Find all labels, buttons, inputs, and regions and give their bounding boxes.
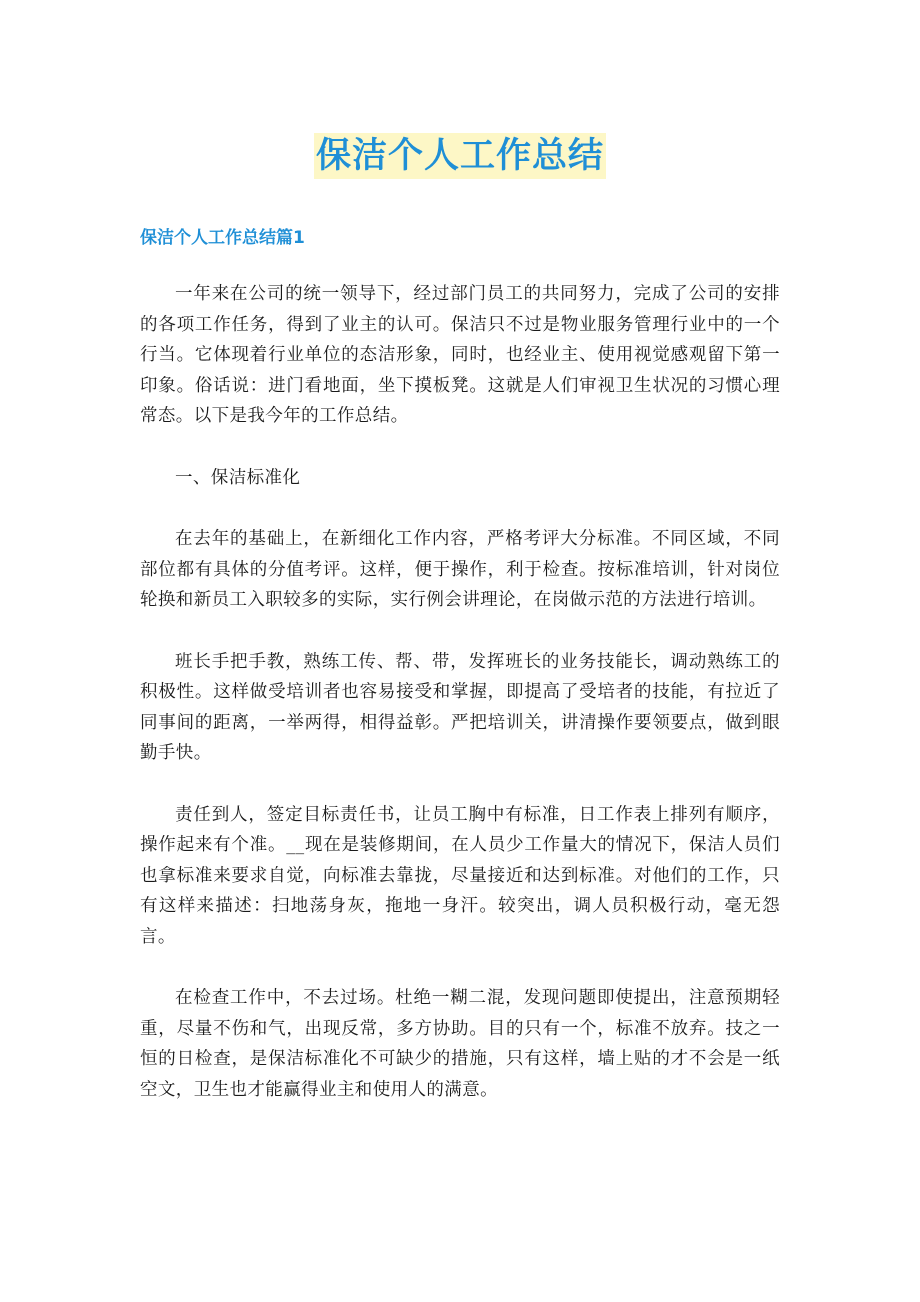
section-title: 保洁个人工作总结篇1 — [140, 228, 305, 248]
title-container — [0, 133, 920, 179]
section-heading-standardization: 一、保洁标准化 — [175, 467, 301, 488]
document-body — [140, 279, 780, 1136]
document-title: 保洁个人工作总结 — [314, 133, 606, 179]
paragraph-intro: 一年来在公司的统一领导下，经过部门员工的共同努力，完成了公司的安排的各项工作任务，得到了业主的认可。保洁只不过是物业服务管理行业中的一个行当。它体现着行业单位的态洁形象，同时，也经业主、使用视觉感观留下第一印象。俗话说：进门看地面，坐下摸板凳。这就是人们审视卫生状况的习惯心理常态。以下是我今年的工作总结。 — [140, 284, 780, 426]
paragraph-training: 班长手把手教，熟练工传、帮、带，发挥班长的业务技能长，调动熟练工的积极性。这样做受培训者也容易接受和掌握，即提高了受培者的技能，有拉近了同事间的距离，一举两得，相得益彰。严把培训关，讲清操作要领要点，做到眼勤手快。 — [140, 651, 780, 763]
paragraph-inspection: 在检查工作中，不去过场。杜绝一糊二混，发现问题即使提出，注意预期轻重，尽量不伤和气，出现反常，多方协助。目的只有一个，标准不放弃。技之一恒的日检查，是保洁标准化不可缺少的措施，只有这样，墙上贴的才不会是一纸空文，卫生也才能赢得业主和使用人的满意。 — [140, 988, 780, 1100]
paragraph-standards: 在去年的基础上，在新细化工作内容，严格考评大分标准。不同区域，不同部位都有具体的分值考评。这样，便于操作，利于检查。按标准培训，针对岗位轮换和新员工入职较多的实际，实行例会讲理论，在岗做示范的方法进行培训。 — [140, 529, 780, 610]
paragraph-responsibility: 责任到人，签定目标责任书，让员工胸中有标准，日工作表上排列有顺序，操作起来有个准。__现在是装修期间，在人员少工作量大的情况下，保洁人员们也拿标准来要求自觉，向标准去靠拢，尽量接近和达到标准。对他们的工作，只有这样来描述：扫地荡身灰，拖地一身汗。较突出，调人员积极行动，毫无怨言。 — [140, 804, 780, 947]
